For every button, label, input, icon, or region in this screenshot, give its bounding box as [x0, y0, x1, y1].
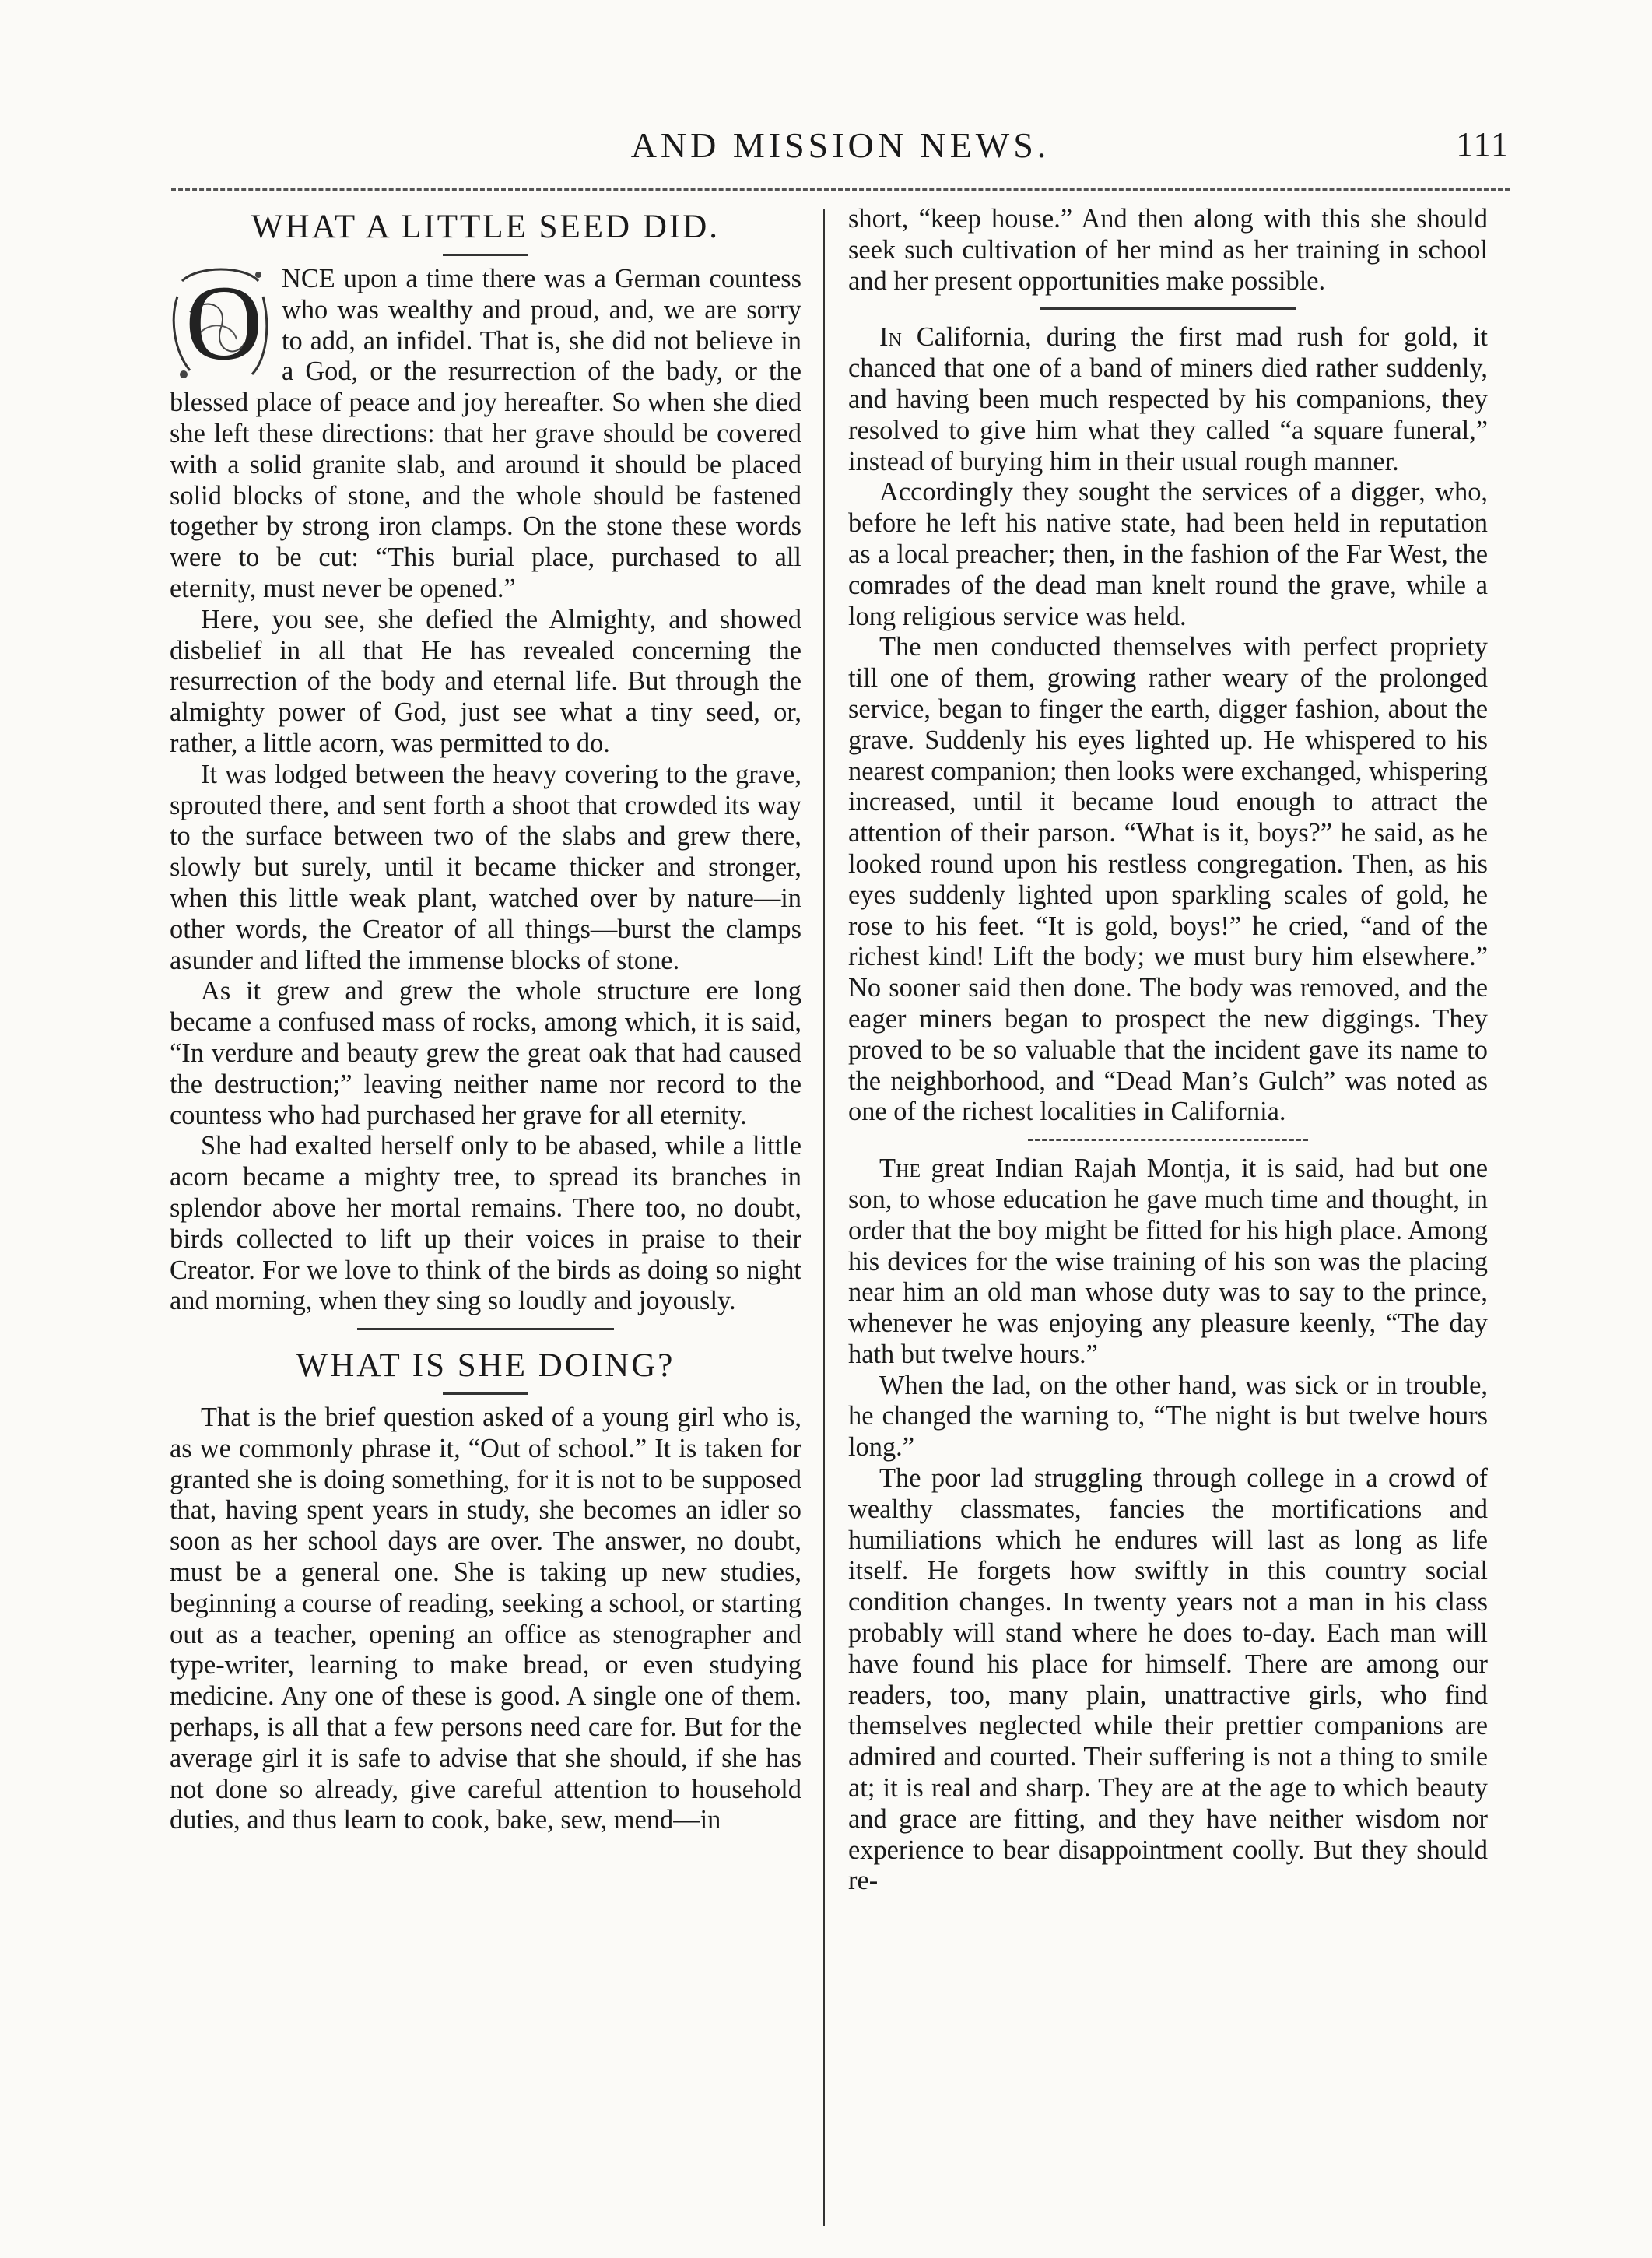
article-paragraph: [170, 264, 801, 605]
right-column: [848, 204, 1488, 1897]
article-paragraph: Here, you see, she defied the Almighty, and showed disbelief in all that He has revealed concerning the resurrection of the body and eternal life. But through the almighty power of God, just see what a tiny seed, or, rather, a little acorn, was permitted to do.: [170, 604, 801, 758]
article-paragraph: As it grew and grew the whole structure ere long became a confused mass of rocks, among which, it is said, “In verdure and beauty grew the great oak that had caused the destruction;” leaving neither name nor record to the countess who had purchased her grave for all eternity.: [170, 976, 801, 1130]
title-underline: [443, 254, 528, 256]
header-rule: [171, 188, 1510, 191]
running-title: AND MISSION NEWS.: [630, 125, 1050, 165]
paragraph-text: California, during the first mad rush for gold, it chanced that one of a band of miners died rather suddenly, and having been much respected by his companions, they resolved to give him what they called “a square funeral,” instead of burying him in their usual rough manner.: [848, 322, 1488, 476]
section-rule: [1040, 307, 1296, 310]
section-rule: [357, 1328, 614, 1330]
article-title-seed: WHAT A LITTLE SEED DID.: [251, 209, 721, 245]
article-paragraph: [848, 322, 1488, 477]
paragraph-text: great Indian Rajah Montja, it is said, had but one son, to whose education he gave much time and thought, in order that the boy might be fitted for his high place. Among his devices for the wise training of his son was the placing near him an old man whose duty was to say to the prince, whenever he was enjoying any pleasure keenly, “The day hath but twelve hours.”: [848, 1154, 1488, 1369]
ornamental-dropcap: [167, 265, 274, 382]
lead-word: The: [879, 1154, 921, 1184]
column-divider: [823, 209, 825, 2226]
paragraph-text: NCE upon a time there was a German countess who was wealthy and proud, and, we are sorry to add, an infidel. That is, she did not believe in a God, or the resurrection of the bady, or the blessed place of peace and joy hereafter. So when she died she left these directions: that her grave should be covered with a solid granite slab, and around it should be placed solid blocks of stone, and the whole should be fastened together by strong iron clamps. On the stone these words were to be cut: “This burial place, purchased to all eternity, must never be opened.”: [170, 264, 801, 603]
left-column: [170, 204, 801, 1836]
section-rule: [1028, 1139, 1308, 1141]
lead-word: In: [879, 322, 902, 353]
running-header: [171, 125, 1510, 179]
article-paragraph: The men conducted themselves with perfect propriety till one of them, growing rather weary of the prolonged service, began to finger the earth, digger fashion, about the grave. Suddenly his eyes lighted up. He whispered to his nearest companion; then looks were exchanged, whispering increased, until it became loud enough to attract the attention of their parson. “What is it, boys?” he said, as he looked round upon his restless congregation. Then, as his eyes suddenly lighted upon sparkling scales of gold, he rose to his feet. “It is gold, boys!” he cried, “and of the richest kind! Lift the body; we must bury him elsewhere.” No sooner said then done. The body was removed, and the eager miners began to prospect the new diggings. They proved to be so valuable that the incident gave its name to the neighborhood, and “Dead Man’s Gulch” was noted as one of the richest localities in California.: [848, 632, 1488, 1127]
article-paragraph-continued: short, “keep house.” And then along with this she should seek such cultivation of her mind as her training in school and her present opportunities make possible.: [848, 204, 1488, 296]
article-paragraph: When the lad, on the other hand, was sick or in trouble, he changed the warning to, “The night is but twelve hours long.”: [848, 1370, 1488, 1463]
article-paragraph: The poor lad struggling through college in a crowd of wealthy classmates, fancies the mortifications and humiliations which he endures will last as long as life itself. He forgets how swiftly in this country social condition changes. In twenty years not a man in his class probably will stand where he does to-day. Each man will have found his place for himself. There are among our readers, too, many plain, unattractive girls, who find themselves neglected while their prettier companions are admired and courted. Their suffering is not a thing to smile at; it is real and sharp. They are at the age to which beauty and grace are fitting, and they have neither wisdom nor experience to bear disappointment coolly. But they should re-: [848, 1463, 1488, 1896]
title-underline: [443, 1392, 528, 1395]
article-paragraph: It was lodged between the heavy covering to the grave, sprouted there, and sent forth a shoot that crowded its way to the surface between two of the slabs and grew there, slowly but surely, until it became thicker and stronger, when this little weak plant, watched over by nature—in other words, the Creator of all things—burst the clamps asunder and lifted the immense blocks of stone.: [170, 759, 801, 975]
article-paragraph: That is the brief question asked of a young girl who is, as we commonly phrase it, “Out of school.” It is taken for granted she is doing something, for it is not to be supposed that, having spent years in study, she becomes an idler so soon as her school days are over. The answer, no doubt, must be a general one. She is taking up new studies, beginning a course of reading, seeking a school, or starting out as a teacher, opening an office as stenographer and type-writer, learning to make bread, or even studying medicine. Any one of these is good. A single one of them. perhaps, is all that a few persons need care for. But for the average girl it is safe to advise that she should, if she has not done so already, give careful attention to household duties, and thus learn to cook, bake, sew, mend—in: [170, 1403, 801, 1835]
article-title-doing: WHAT IS SHE DOING?: [296, 1347, 675, 1385]
dropcap-letter: O: [185, 263, 263, 382]
page-number: 111: [1456, 125, 1510, 163]
article-paragraph: [848, 1154, 1488, 1371]
article-paragraph: Accordingly they sought the services of a digger, who, before he left his native state, had been held in reputation as a local preacher; then, in the fashion of the Far West, the comrades of the dead man knelt round the grave, while a long religious service was held.: [848, 477, 1488, 631]
article-paragraph: She had exalted herself only to be abased, while a little acorn became a mighty tree, to spread its branches in splendor above her mortal remains. There too, no doubt, birds collected to lift up their voices in praise to their Creator. For we love to think of the birds as doing so night and morning, when they sing so loudly and joyously.: [170, 1131, 801, 1316]
